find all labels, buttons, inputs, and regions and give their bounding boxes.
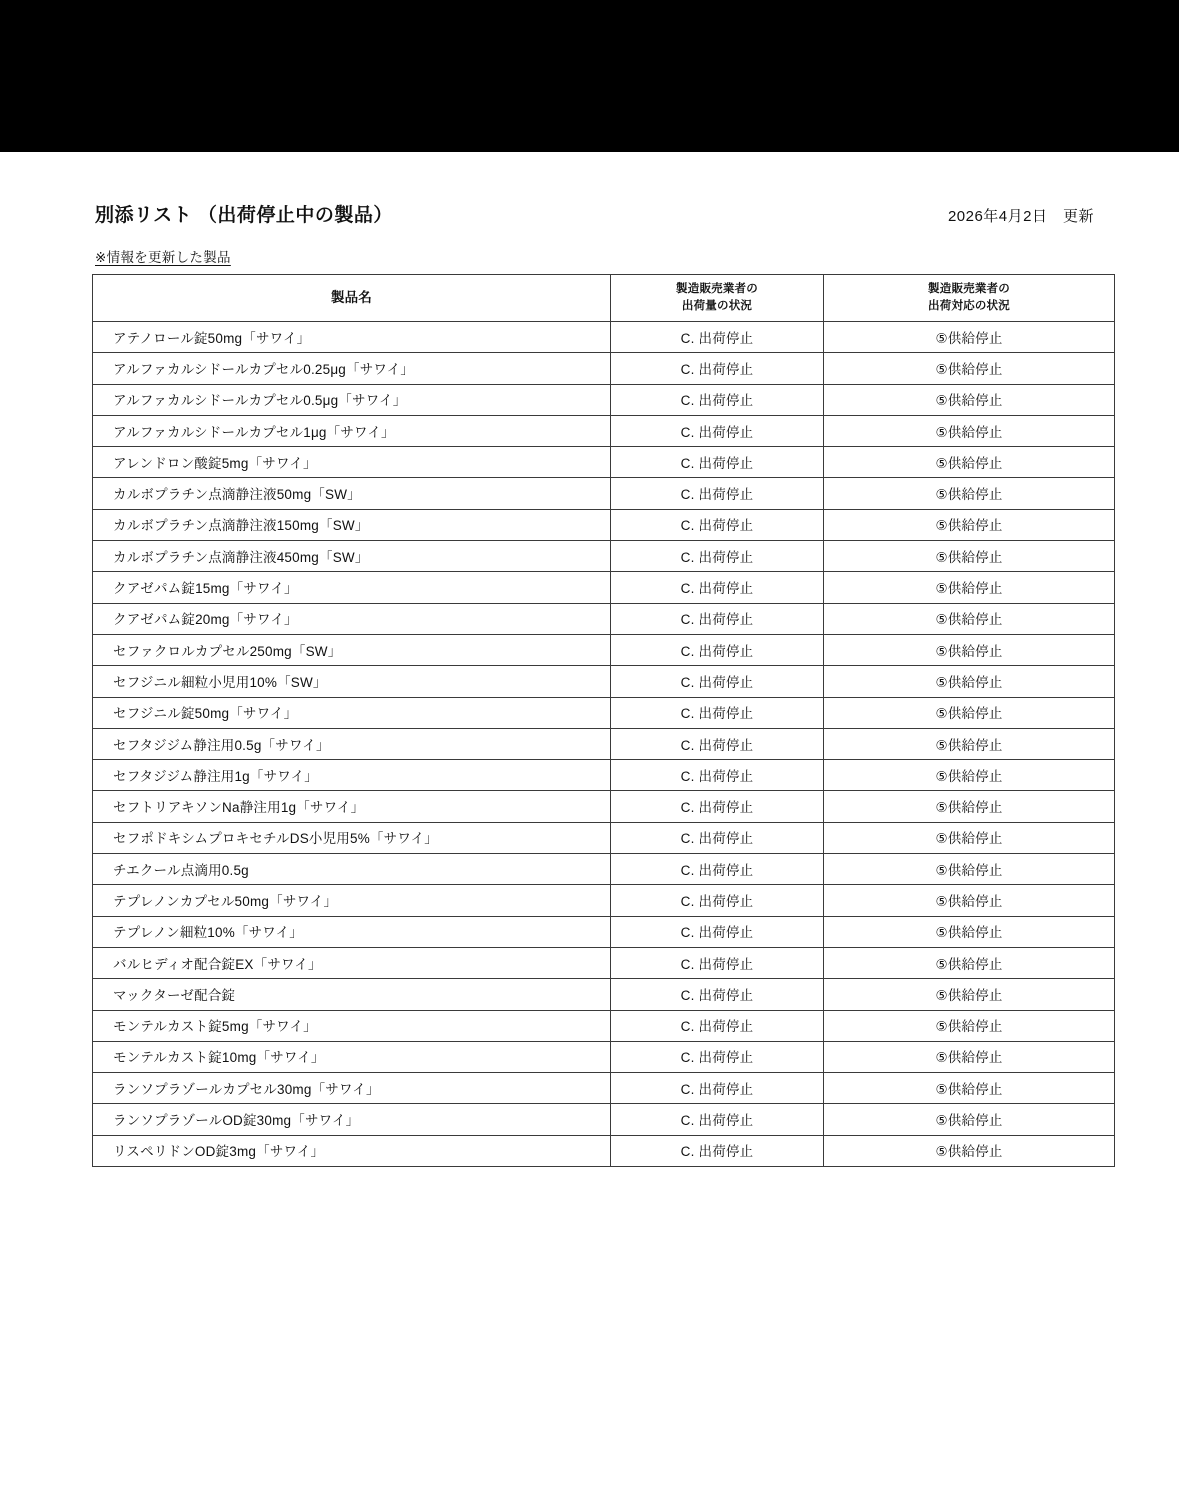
table-header-row bbox=[93, 275, 1115, 322]
cell-shipment-status: C. 出荷停止 bbox=[611, 634, 824, 665]
table-row bbox=[93, 447, 1115, 478]
cell-shipment-status: C. 出荷停止 bbox=[611, 854, 824, 885]
table-row bbox=[93, 1135, 1115, 1166]
cell-shipment-status: C. 出荷停止 bbox=[611, 322, 824, 353]
cell-shipment-status: C. 出荷停止 bbox=[611, 1104, 824, 1135]
cell-product-name: マックターゼ配合錠 bbox=[93, 979, 611, 1010]
table-row bbox=[93, 478, 1115, 509]
cell-shipment-status: C. 出荷停止 bbox=[611, 916, 824, 947]
table-row bbox=[93, 854, 1115, 885]
table-row bbox=[93, 384, 1115, 415]
column-header-shipment-status bbox=[611, 275, 824, 322]
cell-response-status: ⑤供給停止 bbox=[824, 1104, 1115, 1135]
cell-product-name: アルファカルシドールカプセル0.5μg「サワイ」 bbox=[93, 384, 611, 415]
table-row bbox=[93, 1104, 1115, 1135]
product-table-container bbox=[92, 274, 1114, 1167]
table-row bbox=[93, 1041, 1115, 1072]
cell-response-status: ⑤供給停止 bbox=[824, 447, 1115, 478]
cell-shipment-status: C. 出荷停止 bbox=[611, 697, 824, 728]
cell-product-name: アルファカルシドールカプセル1μg「サワイ」 bbox=[93, 415, 611, 446]
cell-response-status: ⑤供給停止 bbox=[824, 478, 1115, 509]
cell-response-status: ⑤供給停止 bbox=[824, 854, 1115, 885]
cell-response-status: ⑤供給停止 bbox=[824, 728, 1115, 759]
cell-response-status: ⑤供給停止 bbox=[824, 509, 1115, 540]
table-row bbox=[93, 1010, 1115, 1041]
cell-product-name: チエクール点滴用0.5g bbox=[93, 854, 611, 885]
table-row bbox=[93, 916, 1115, 947]
cell-shipment-status: C. 出荷停止 bbox=[611, 760, 824, 791]
table-row bbox=[93, 760, 1115, 791]
cell-product-name: カルボプラチン点滴静注液150mg「SW」 bbox=[93, 509, 611, 540]
column-header-shipment-status-line1: 製造販売業者の bbox=[676, 283, 758, 296]
table-row bbox=[93, 979, 1115, 1010]
cell-shipment-status: C. 出荷停止 bbox=[611, 1010, 824, 1041]
cell-product-name: セフタジジム静注用0.5g「サワイ」 bbox=[93, 728, 611, 759]
cell-response-status: ⑤供給停止 bbox=[824, 760, 1115, 791]
cell-product-name: バルヒディオ配合錠EX「サワイ」 bbox=[93, 947, 611, 978]
cell-response-status: ⑤供給停止 bbox=[824, 541, 1115, 572]
table-row bbox=[93, 541, 1115, 572]
cell-product-name: セフタジジム静注用1g「サワイ」 bbox=[93, 760, 611, 791]
cell-product-name: アテノロール錠50mg「サワイ」 bbox=[93, 322, 611, 353]
cell-product-name: アルファカルシドールカプセル0.25μg「サワイ」 bbox=[93, 353, 611, 384]
cell-product-name: クアゼパム錠20mg「サワイ」 bbox=[93, 603, 611, 634]
cell-shipment-status: C. 出荷停止 bbox=[611, 1073, 824, 1104]
table-row bbox=[93, 885, 1115, 916]
cell-shipment-status: C. 出荷停止 bbox=[611, 509, 824, 540]
cell-product-name: アレンドロン酸錠5mg「サワイ」 bbox=[93, 447, 611, 478]
cell-shipment-status: C. 出荷停止 bbox=[611, 979, 824, 1010]
cell-shipment-status: C. 出荷停止 bbox=[611, 447, 824, 478]
table-row bbox=[93, 415, 1115, 446]
cell-product-name: セフジニル細粒小児用10%「SW」 bbox=[93, 666, 611, 697]
cell-response-status: ⑤供給停止 bbox=[824, 947, 1115, 978]
cell-product-name: クアゼパム錠15mg「サワイ」 bbox=[93, 572, 611, 603]
cell-product-name: ランソプラゾールカプセル30mg「サワイ」 bbox=[93, 1073, 611, 1104]
table-row bbox=[93, 322, 1115, 353]
cell-product-name: セフトリアキソンNa静注用1g「サワイ」 bbox=[93, 791, 611, 822]
updated-date: 2026年4月2日 更新 bbox=[947, 208, 1094, 225]
cell-product-name: リスペリドンOD錠3mg「サワイ」 bbox=[93, 1135, 611, 1166]
cell-shipment-status: C. 出荷停止 bbox=[611, 885, 824, 916]
cell-product-name: カルボプラチン点滴静注液50mg「SW」 bbox=[93, 478, 611, 509]
cell-shipment-status: C. 出荷停止 bbox=[611, 1135, 824, 1166]
cell-shipment-status: C. 出荷停止 bbox=[611, 415, 824, 446]
cell-response-status: ⑤供給停止 bbox=[824, 1073, 1115, 1104]
cell-product-name: カルボプラチン点滴静注液450mg「SW」 bbox=[93, 541, 611, 572]
cell-product-name: モンテルカスト錠5mg「サワイ」 bbox=[93, 1010, 611, 1041]
cell-response-status: ⑤供給停止 bbox=[824, 979, 1115, 1010]
table-row bbox=[93, 572, 1115, 603]
table-row bbox=[93, 509, 1115, 540]
cell-shipment-status: C. 出荷停止 bbox=[611, 384, 824, 415]
column-header-shipment-status-line2: 出荷量の状況 bbox=[681, 300, 753, 312]
table-row bbox=[93, 634, 1115, 665]
document-page bbox=[0, 152, 1179, 1496]
cell-product-name: ランソプラゾールOD錠30mg「サワイ」 bbox=[93, 1104, 611, 1135]
column-header-response-status-line2: 出荷対応の状況 bbox=[928, 300, 1010, 312]
cell-response-status: ⑤供給停止 bbox=[824, 603, 1115, 634]
cell-shipment-status: C. 出荷停止 bbox=[611, 728, 824, 759]
table-row bbox=[93, 603, 1115, 634]
document-header bbox=[95, 200, 1094, 227]
table-row bbox=[93, 353, 1115, 384]
cell-shipment-status: C. 出荷停止 bbox=[611, 666, 824, 697]
cell-product-name: セフジニル錠50mg「サワイ」 bbox=[93, 697, 611, 728]
cell-product-name: テプレノン細粒10%「サワイ」 bbox=[93, 916, 611, 947]
cell-response-status: ⑤供給停止 bbox=[824, 791, 1115, 822]
table-row bbox=[93, 1073, 1115, 1104]
cell-shipment-status: C. 出荷停止 bbox=[611, 572, 824, 603]
cell-shipment-status: C. 出荷停止 bbox=[611, 822, 824, 853]
cell-response-status: ⑤供給停止 bbox=[824, 1010, 1115, 1041]
cell-product-name: モンテルカスト錠10mg「サワイ」 bbox=[93, 1041, 611, 1072]
suspended-products-table bbox=[92, 274, 1115, 1167]
cell-response-status: ⑤供給停止 bbox=[824, 697, 1115, 728]
cell-shipment-status: C. 出荷停止 bbox=[611, 791, 824, 822]
cell-response-status: ⑤供給停止 bbox=[824, 384, 1115, 415]
cell-shipment-status: C. 出荷停止 bbox=[611, 353, 824, 384]
table-row bbox=[93, 947, 1115, 978]
table-body bbox=[93, 322, 1115, 1167]
cell-product-name: セファクロルカプセル250mg「SW」 bbox=[93, 634, 611, 665]
cell-shipment-status: C. 出荷停止 bbox=[611, 947, 824, 978]
cell-response-status: ⑤供給停止 bbox=[824, 916, 1115, 947]
table-row bbox=[93, 728, 1115, 759]
page-title: 別添リスト （出荷停止中の製品） bbox=[95, 205, 393, 226]
cell-response-status: ⑤供給停止 bbox=[824, 353, 1115, 384]
cell-product-name: セフポドキシムプロキセチルDS小児用5%「サワイ」 bbox=[93, 822, 611, 853]
cell-response-status: ⑤供給停止 bbox=[824, 822, 1115, 853]
cell-response-status: ⑤供給停止 bbox=[824, 1041, 1115, 1072]
table-row bbox=[93, 666, 1115, 697]
cell-response-status: ⑤供給停止 bbox=[824, 415, 1115, 446]
cell-shipment-status: C. 出荷停止 bbox=[611, 541, 824, 572]
table-head bbox=[93, 275, 1115, 322]
column-header-product-name: 製品名 bbox=[93, 275, 611, 322]
cell-response-status: ⑤供給停止 bbox=[824, 572, 1115, 603]
cell-response-status: ⑤供給停止 bbox=[824, 885, 1115, 916]
column-header-response-status bbox=[824, 275, 1115, 322]
cell-response-status: ⑤供給停止 bbox=[824, 666, 1115, 697]
cell-response-status: ⑤供給停止 bbox=[824, 634, 1115, 665]
table-row bbox=[93, 791, 1115, 822]
cell-shipment-status: C. 出荷停止 bbox=[611, 478, 824, 509]
table-row bbox=[93, 697, 1115, 728]
table-row bbox=[93, 822, 1115, 853]
top-black-band bbox=[0, 0, 1179, 152]
cell-shipment-status: C. 出荷停止 bbox=[611, 1041, 824, 1072]
updated-products-note: ※情報を更新した製品 bbox=[95, 250, 231, 265]
cell-product-name: テプレノンカプセル50mg「サワイ」 bbox=[93, 885, 611, 916]
cell-response-status: ⑤供給停止 bbox=[824, 1135, 1115, 1166]
cell-shipment-status: C. 出荷停止 bbox=[611, 603, 824, 634]
cell-response-status: ⑤供給停止 bbox=[824, 322, 1115, 353]
column-header-response-status-line1: 製造販売業者の bbox=[928, 283, 1010, 296]
